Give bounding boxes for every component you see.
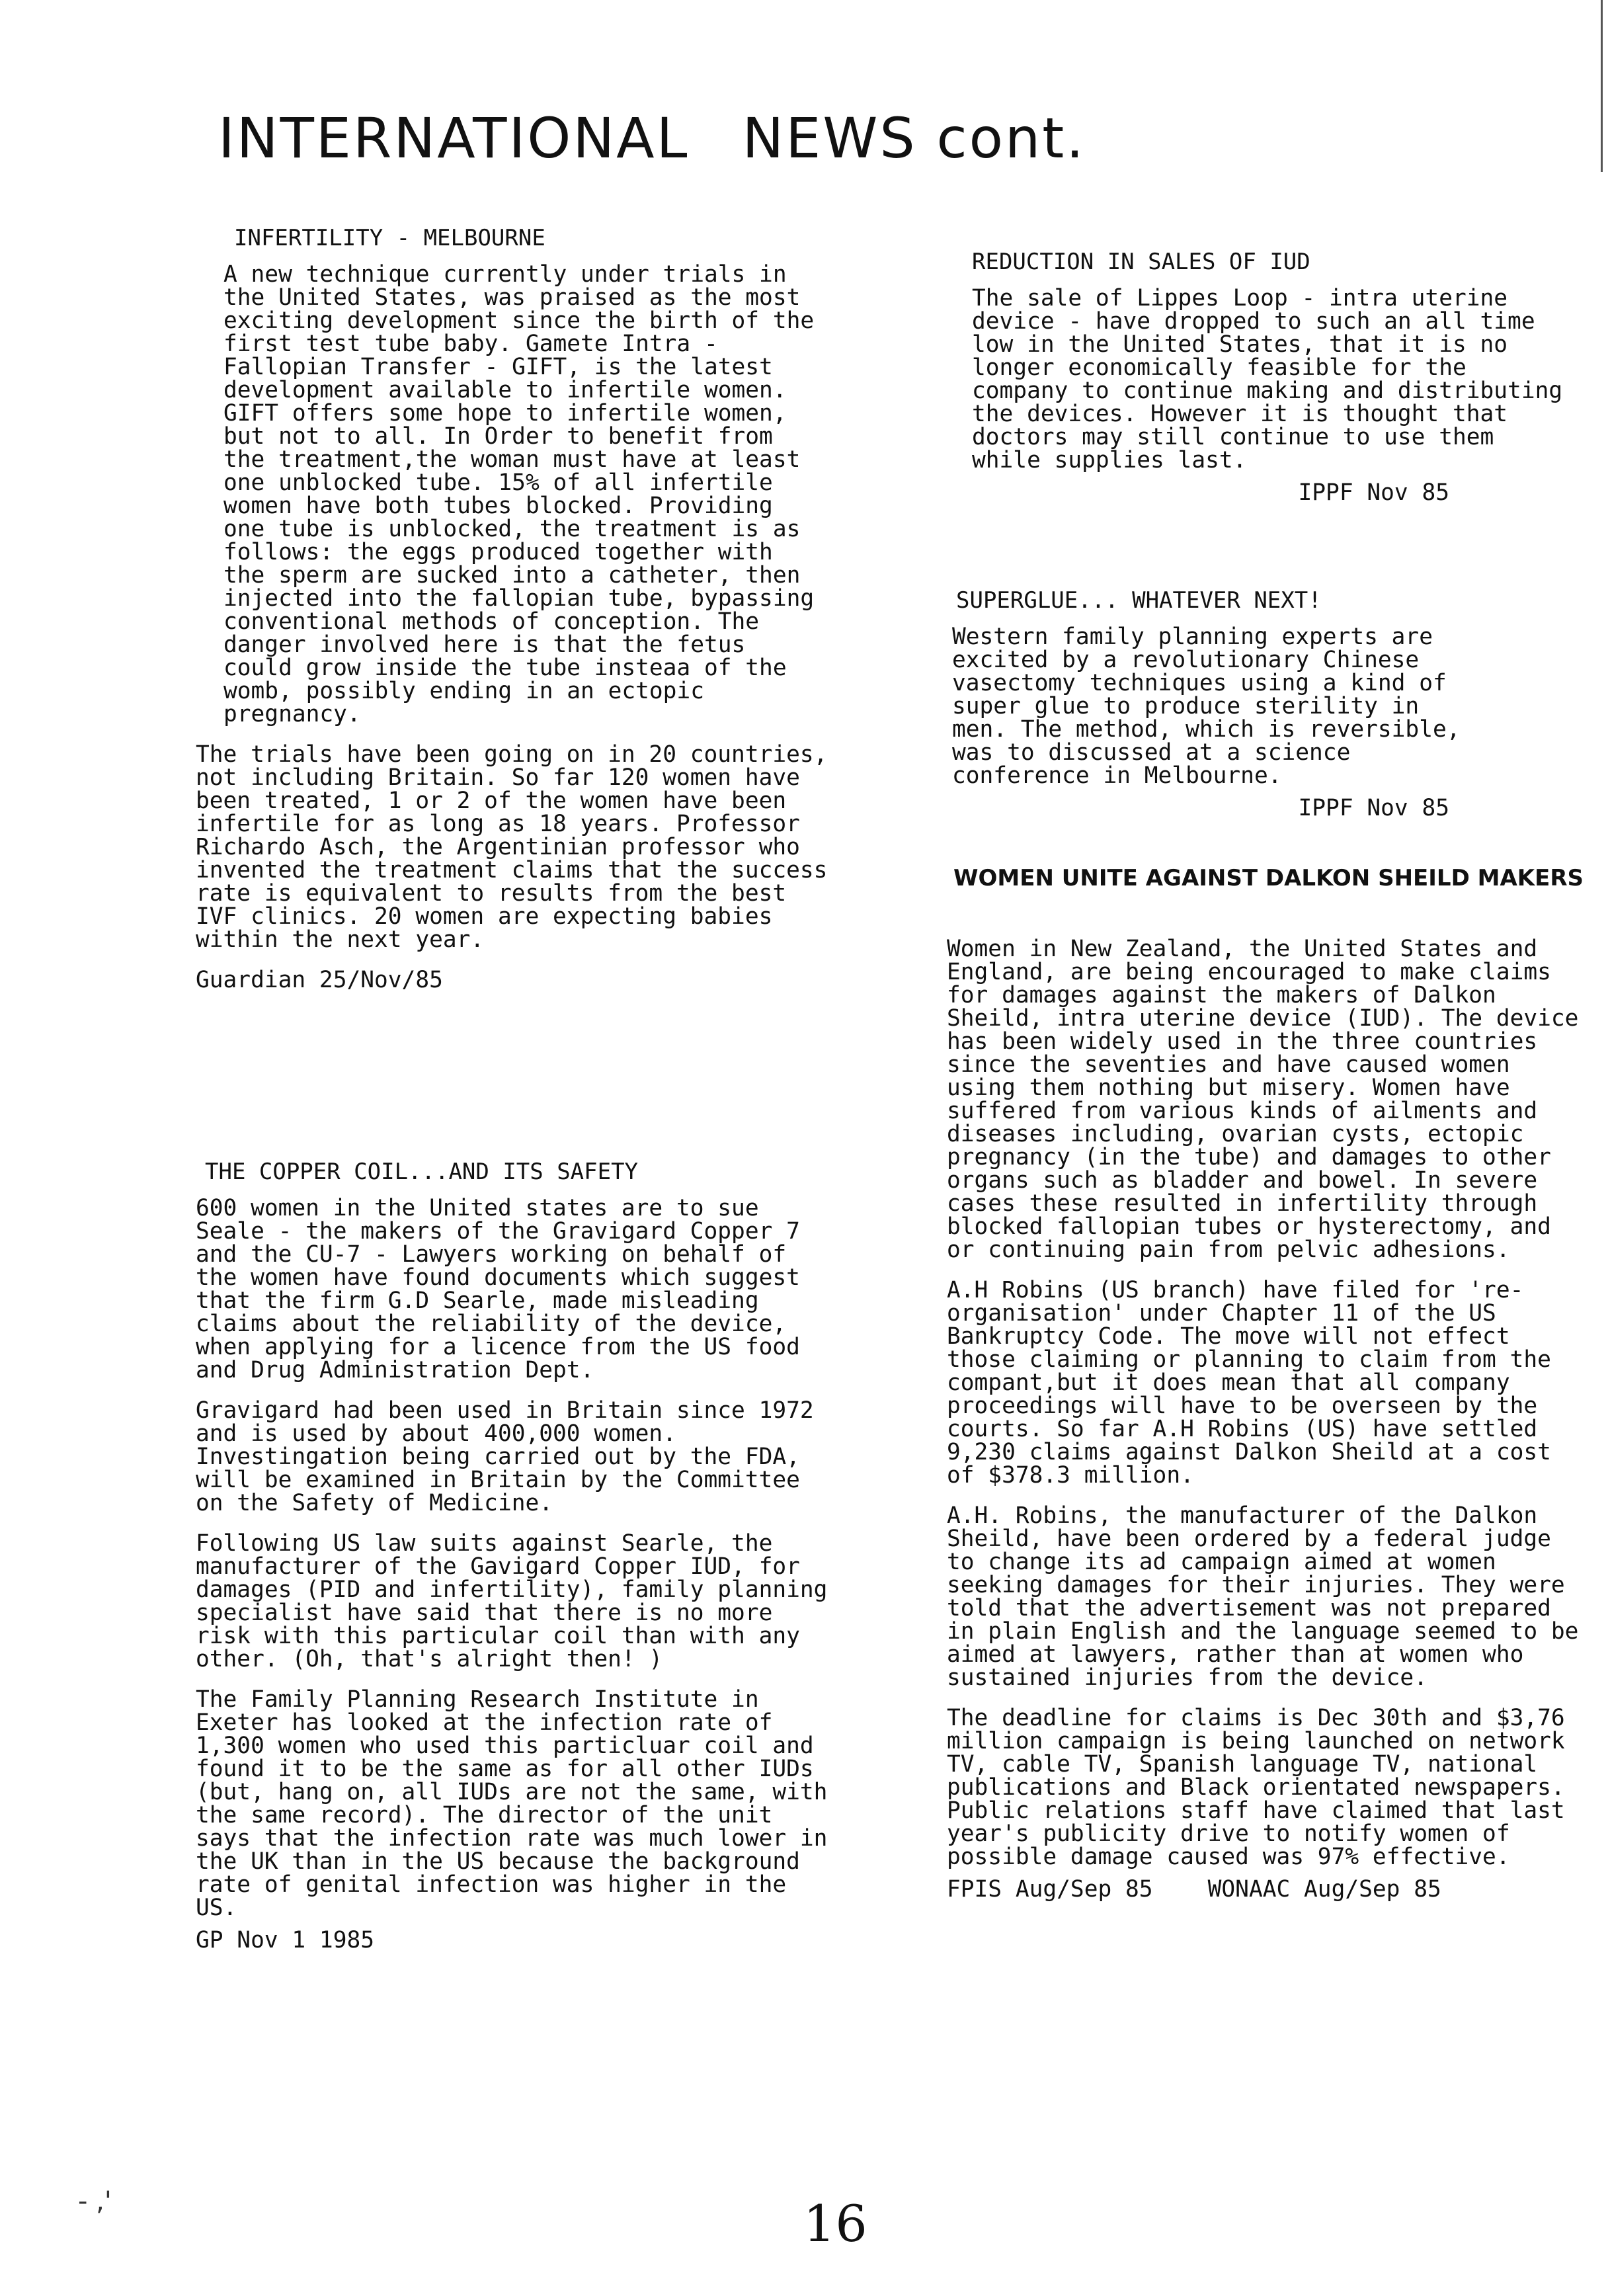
article-paragraph: The trials have been going on in 20 countries, not including Britain. So far 120 women have been treated, 1 or 2 of the women have been infertile for as long as 18 years. Professor Richardo Asch, the Argentinian professor who invented the treatment claims that the success rate is equivalent to results from the best IVF clinics. 20 women are expecting babies within the next year. xyxy=(196,741,828,953)
article-paragraph: The sale of Lippes Loop - intra uterine device - have dropped to such an all time low in the United States, that it is no longer economically feasible for the company to continue making and distributing the devices. However it is thought that doctors may still continue to use them while supplies last. xyxy=(972,285,1563,473)
page-number: 16 xyxy=(803,2194,867,2253)
article-reduction-iud xyxy=(947,249,1582,505)
margin-mark: - ,' xyxy=(78,2186,112,2217)
article-paragraph: Western family planning experts are excited by a revolutionary Chinese vasectomy techniques using a kind of super glue to produce sterility in men. The method, which is reversible, was to discussed at a science conference in Melbourne. xyxy=(952,624,1461,789)
article-paragraph: Following US law suits against Searle, the manufacturer of the Gavigard Copper IUD, for damages (PID and infertility), family planning specialist have said that there is no more risk with this particular coil than with any other. (Oh, that's alright then! ) xyxy=(196,1530,828,1672)
article-source: IPPF Nov 85 xyxy=(1298,795,1449,821)
article-copper-coil xyxy=(196,1159,830,1952)
article-paragraph: A.H Robins (US branch) have filed for 're-organisation' under Chapter 11 of the US Bankruptcy Code. The move will not effect those claiming or planning to claim from the compant,but it does mean that all company proceedings will have to be overseen by the courts. So far A.H Robins (US) have settled 9,230 claims against Dalkon Sheild at a cost of $378.3 million. xyxy=(947,1277,1551,1489)
article-headline: THE COPPER COIL...AND ITS SAFETY xyxy=(205,1159,639,1185)
article-headline: REDUCTION IN SALES OF IUD xyxy=(972,249,1310,275)
article-source: FPIS Aug/Sep 85 WONAAC Aug/Sep 85 xyxy=(947,1876,1441,1903)
article-paragraph: A.H. Robins, the manufacturer of the Dalkon Sheild, have been ordered by a federal judge to change its ad campaign aimed at women seeking damages for their injuries. They were told that the advertisement was not prepared in plain English and the language seemed to be aimed at lawyers, rather than at women who sustained injuries from the device. xyxy=(947,1502,1579,1691)
article-dalkon-sheild xyxy=(947,865,1582,1901)
article-superglue xyxy=(947,587,1582,820)
article-paragraph: The deadline for claims is Dec 30th and $3,76 million campaign is being launched on network TV, cable TV, Spanish language TV, national publications and Black orientated newspapers. Public relations staff have claimed that last year's publicity drive to notify women of possible damage caused was 97% effective. xyxy=(947,1705,1565,1870)
article-source: Guardian 25/Nov/85 xyxy=(196,967,443,993)
article-headline: INFERTILITY - MELBOURNE xyxy=(234,225,545,251)
article-paragraph: 600 women in the United states are to sue Seale - the makers of the Gravigard Copper 7 and the CU-7 - Lawyers working on behalf of the women have found documents which suggest that the firm G.D Searle, made misleading claims about the reliability of the device, when applying for a licence from the US food and Drug Administration Dept. xyxy=(196,1195,800,1383)
article-source: GP Nov 1 1985 xyxy=(196,1927,375,1953)
article-infertility-melbourne xyxy=(196,225,830,992)
article-headline: SUPERGLUE... WHATEVER NEXT! xyxy=(956,587,1322,614)
article-paragraph: Women in New Zealand, the United States and England, are being encouraged to make claims for damages against the makers of Dalkon Sheild, intra uterine device (IUD). The device has been widely used in the three countries since the seventies and have caused women using them nothing but misery. Women have suffered from various kinds of ailments and diseases including, ovarian cysts, ectopic pregnancy (in the tube) and damages to other organs such as bladder and bowel. In severe cases these resulted in infertility through blocked fallopian tubes or hysterectomy, and or continuing pain from pelvic adhesions. xyxy=(947,936,1579,1263)
scan-edge-line xyxy=(1601,0,1603,172)
article-paragraph: A new technique currently under trials in the United States, was praised as the most exciting development since the birth of the first test tube baby. Gamete Intra - Fallopian Transfer - GIFT, is the latest development available to infertile women. GIFT offers some hope to infertile women, but not to all. In Order to benefit from the treatment,the woman must have at least one unblocked tube. 15% of all infertile women have both tubes blocked. Providing one tube is unblocked, the treatment is as follows: the eggs produced together with the sperm are sucked into a catheter, then injected into the fallopian tube, bypassing conventional methods of conception. The danger involved here is that the fetus could grow inside the tube insteaa of the womb, possibly ending in an ectopic pregnancy. xyxy=(223,261,815,727)
article-paragraph: Gravigard had been used in Britain since 1972 and is used by about 400,000 women. Investingation being carried out by the FDA, will be examined in Britain by the Committee on the Safety of Medicine. xyxy=(196,1397,814,1516)
page-title: INTERNATIONAL NEWS cont. xyxy=(218,106,1086,171)
article-paragraph: The Family Planning Research Institute in Exeter has looked at the infection rate of 1,300 women who used this particluar coil and found it to be the same as for all other IUDs (but, hang on, all IUDs are not the same, with the same record). The director of the unit says that the infection rate was much lower in the UK than in the US because the background rate of genital infection was higher in the US. xyxy=(196,1686,828,1921)
article-source: IPPF Nov 85 xyxy=(1298,479,1449,506)
article-headline: WOMEN UNITE AGAINST DALKON SHEILD MAKERS xyxy=(953,865,1584,891)
